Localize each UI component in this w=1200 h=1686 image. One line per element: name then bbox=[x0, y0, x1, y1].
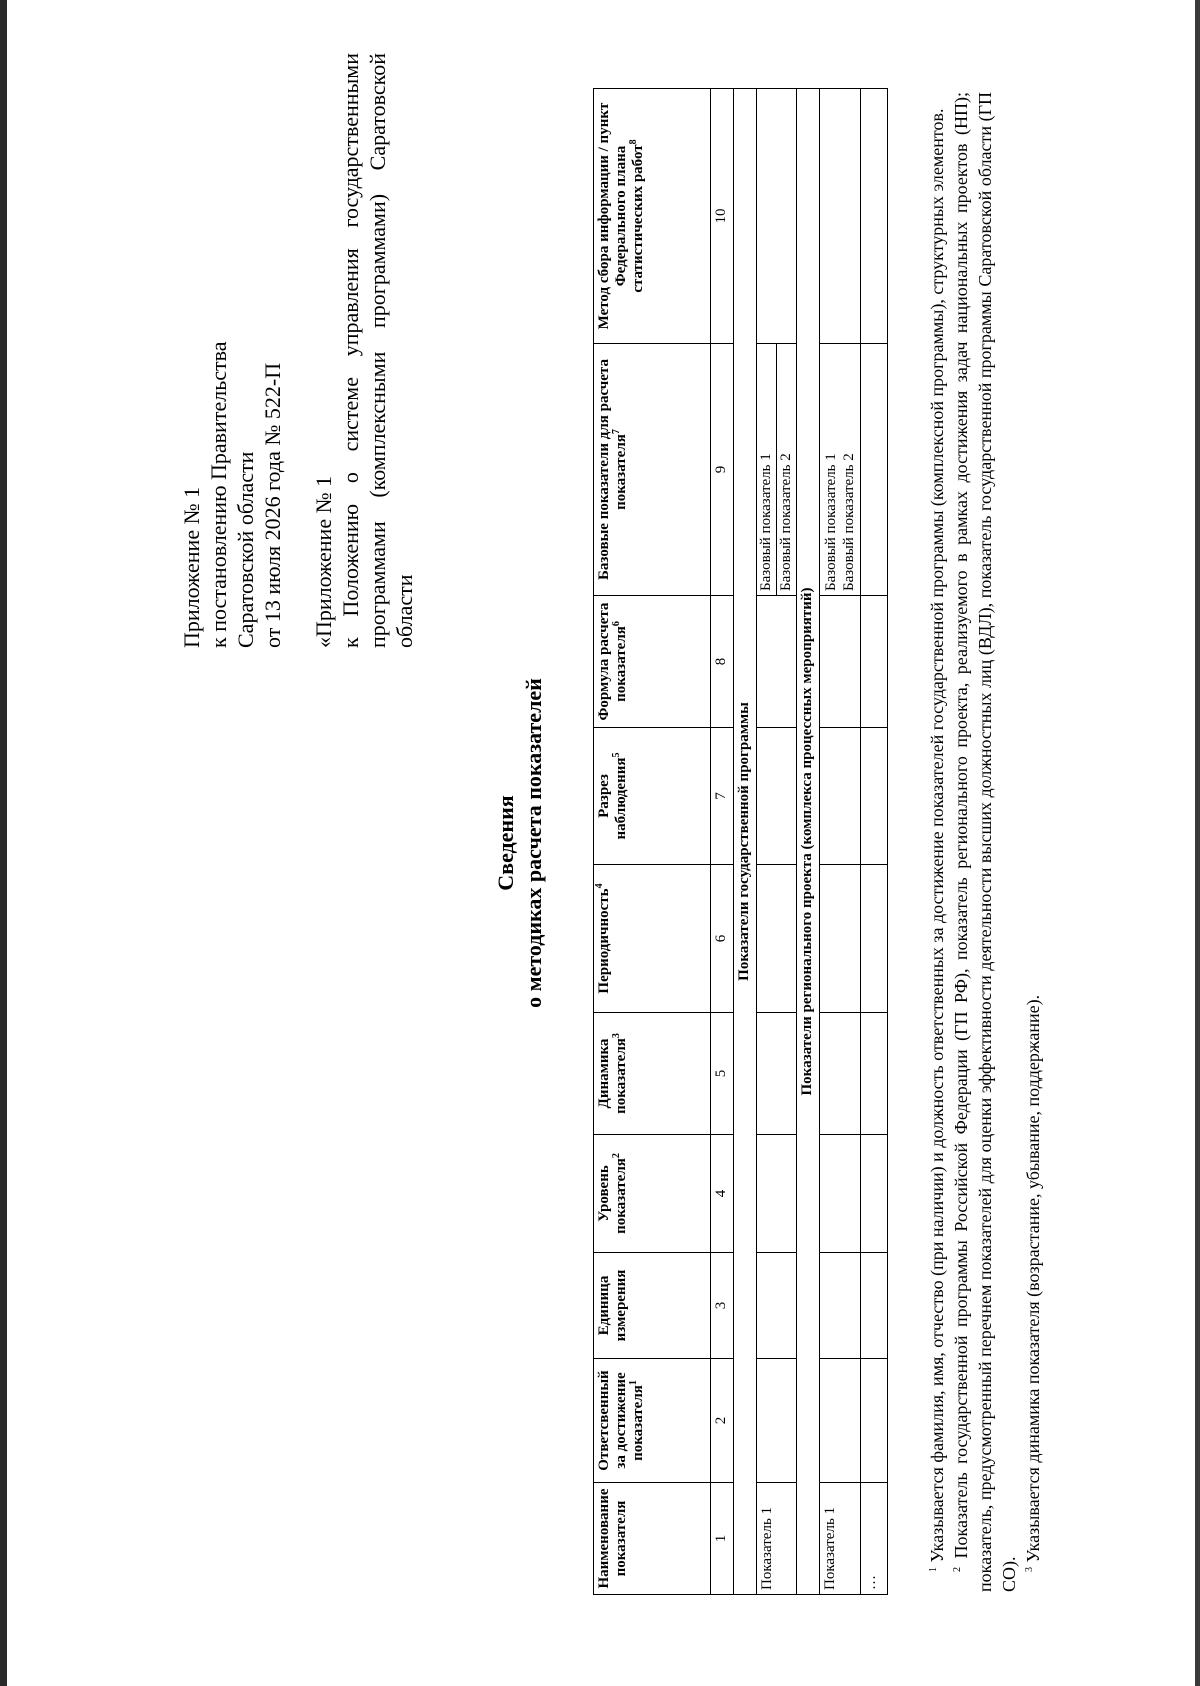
table-header-row bbox=[594, 89, 711, 1595]
column-number-row bbox=[711, 89, 734, 1595]
section-row bbox=[734, 89, 757, 1595]
column-number: 10 bbox=[711, 89, 734, 344]
column-number: 6 bbox=[711, 865, 734, 1013]
footnote-3: $^3$ Указывается динамика показателя (возрастание, убывание, поддержание). bbox=[1023, 994, 1043, 1572]
appendix-line-3: Саратовской области bbox=[233, 451, 258, 648]
indicator-name-cell: Показатель 1 bbox=[757, 1483, 797, 1595]
header-cell: Разрез наблюдения$^5$ bbox=[594, 728, 711, 865]
column-number: 9 bbox=[711, 344, 734, 596]
base-indicator-cell: Базовый показатель 2 bbox=[777, 344, 797, 596]
indicator-methods-table bbox=[593, 88, 888, 1595]
header-cell: Метод сбора информации / пункт Федерального плана статистических работ$^8$ bbox=[594, 89, 711, 344]
table-row bbox=[820, 89, 861, 1595]
column-number: 4 bbox=[711, 1135, 734, 1253]
header-cell: Базовые показатели для расчета показателя$^7$ bbox=[594, 344, 711, 596]
quote-appendix-title: «Приложение № 1 bbox=[311, 475, 336, 648]
header-cell: Уровень показателя$^2$ bbox=[594, 1135, 711, 1253]
quote-appendix-body: к Положению о системе управления государственными программами (комплексными программами) Саратовской области bbox=[338, 53, 417, 648]
appendix-line-4: от 13 июля 2026 года № 522-П bbox=[260, 362, 285, 648]
header-cell: Динамика показателя$^3$ bbox=[594, 1013, 711, 1135]
footnotes bbox=[925, 92, 1045, 1592]
header-cell: Формула расчета показателя$^6$ bbox=[594, 596, 711, 728]
section-row bbox=[797, 89, 820, 1595]
header-cell: Ответсвенный за достижение показателя$^1$ bbox=[594, 1359, 711, 1483]
table-row bbox=[861, 89, 888, 1595]
appendix-line-2: к постановлению Правительства bbox=[206, 341, 231, 648]
document-subtitle: о методиках расчета показателей bbox=[521, 678, 546, 1008]
appendix-line-1: Приложение № 1 bbox=[179, 486, 204, 648]
footnote-2: $^2$ Показатель государственной программы Российской Федерации (ГП РФ), показатель регионального проекта, реализуемого в рамках достижения задач национальных проектов (НП); показатель, предусмотренный перечнем показателей для оценки эффективности деятельности высших должностных лиц (ВДЛ), показатель государственной программы Саратовской области (ГП СО). bbox=[951, 92, 1019, 1592]
ellipsis-cell: … bbox=[861, 1483, 888, 1595]
header-cell: Единица измерения bbox=[594, 1253, 711, 1359]
header-cell: Периодичность$^4$ bbox=[594, 865, 711, 1013]
section-title-regional-project: Показатели регионального проекта (комплекса процессных мероприятий) bbox=[797, 89, 820, 1595]
column-number: 2 bbox=[711, 1359, 734, 1483]
section-title-state-program: Показатели государственной программы bbox=[734, 89, 757, 1595]
base-indicator-cell: Базовый показатель 1 bbox=[757, 344, 777, 596]
document-title: Сведения bbox=[493, 795, 518, 891]
appendix-block bbox=[178, 53, 418, 648]
column-number: 8 bbox=[711, 596, 734, 728]
header-cell: Наименование показателя bbox=[594, 1483, 711, 1595]
column-number: 1 bbox=[711, 1483, 734, 1595]
column-number: 5 bbox=[711, 1013, 734, 1135]
table-row bbox=[757, 89, 777, 1595]
indicator-name-cell: Показатель 1 bbox=[820, 1483, 861, 1595]
column-number: 3 bbox=[711, 1253, 734, 1359]
base-indicator-cell: Базовый показатель 1 Базовый показатель 2 bbox=[820, 344, 861, 596]
footnote-1: $^1$ Указывается фамилия, имя, отчество (при наличии) и должность ответственных за достижение показателей государственной программы (комплексной программы), структурных элементов. bbox=[927, 108, 947, 1572]
column-number: 7 bbox=[711, 728, 734, 865]
